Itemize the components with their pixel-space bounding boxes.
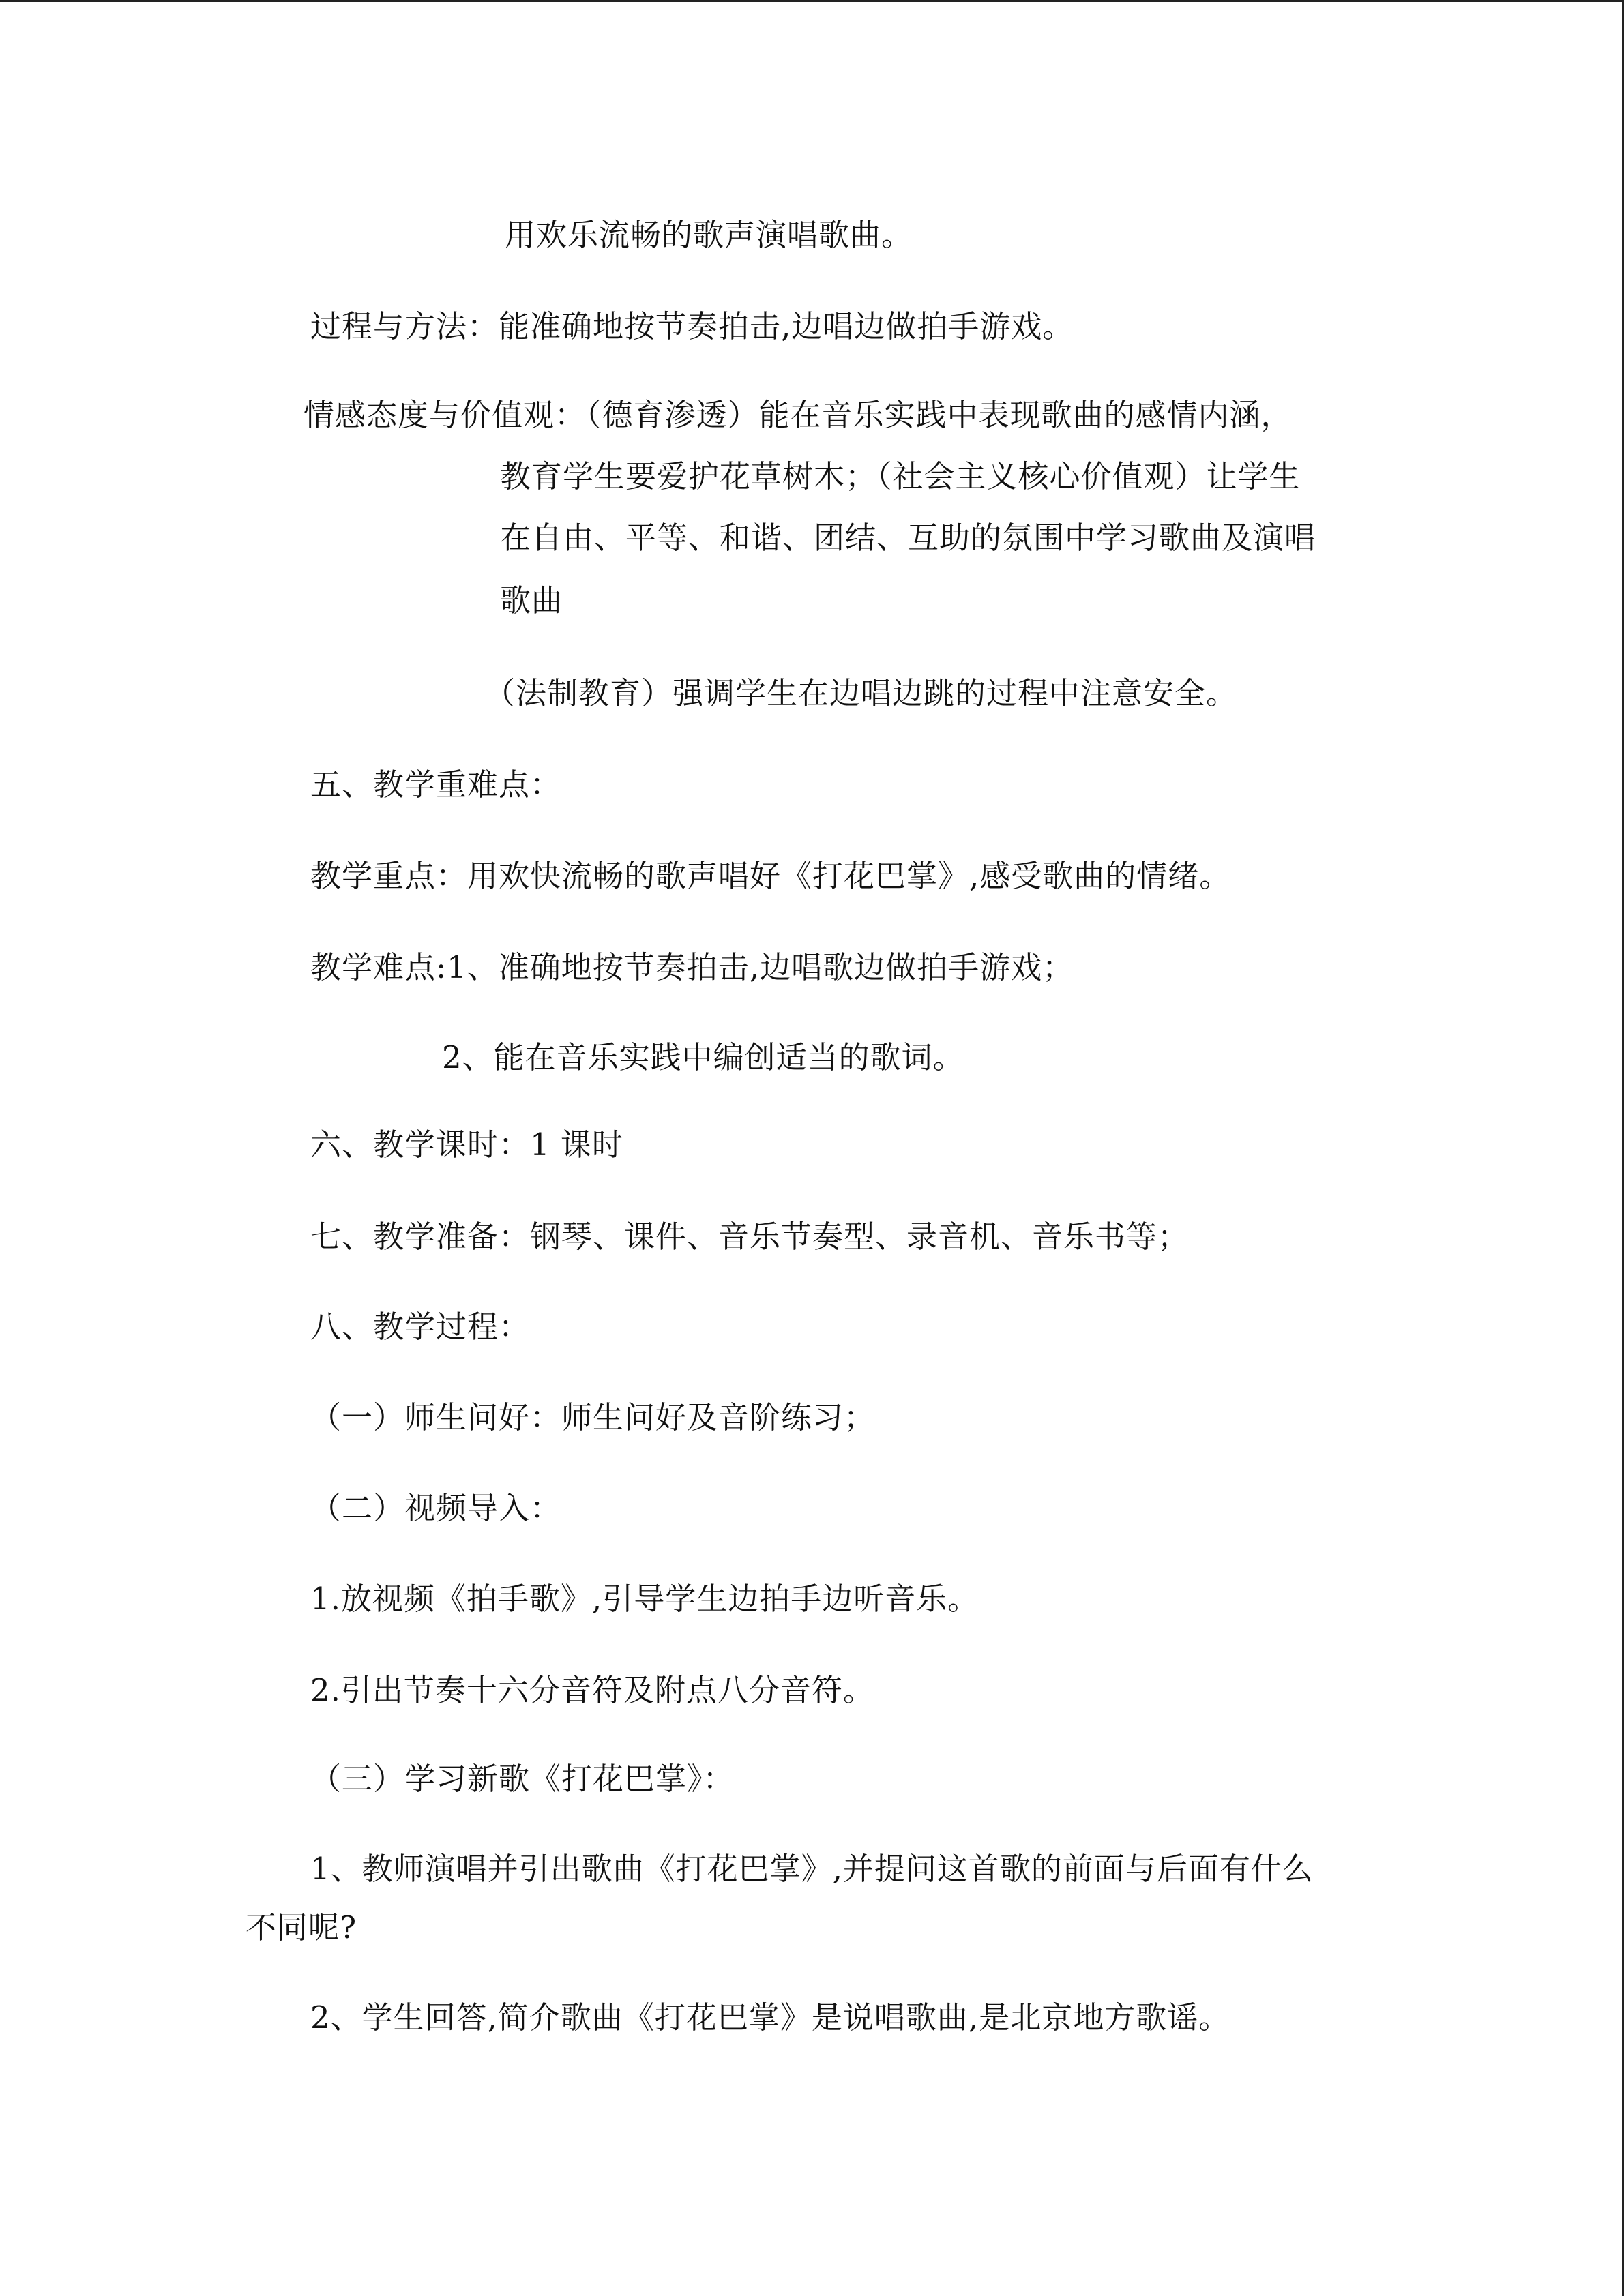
section-heading: 六、教学课时：1 课时	[310, 1127, 623, 1163]
text-line: 教育学生要爱护花草树木；（社会主义核心价值观）让学生	[500, 458, 1301, 494]
text-line: （法制教育）强调学生在边唱边跳的过程中注意安全。	[484, 675, 1238, 711]
section-heading: 八、教学过程：	[310, 1309, 531, 1345]
text-line: 情感态度与价值观：（德育渗透）能在音乐实践中表现歌曲的感情内涵，	[304, 397, 1293, 433]
text-line: 过程与方法：能准确地按节奏拍击,边唱边做拍手游戏。	[310, 308, 1074, 344]
text-line: 不同呢?	[246, 1909, 357, 1945]
text-line: 教学重点：用欢快流畅的歌声唱好《打花巴掌》,感受歌曲的情绪。	[310, 858, 1231, 894]
section-heading: 五、教学重难点：	[310, 766, 562, 803]
text-line: 1.放视频《拍手歌》,引导学生边拍手边听音乐。	[310, 1581, 979, 1617]
text-line: 在自由、平等、和谐、团结、互助的氛围中学习歌曲及演唱	[500, 520, 1316, 556]
section-heading: 七、教学准备：钢琴、课件、音乐节奏型、录音机、音乐书等；	[310, 1219, 1190, 1255]
text-line: （二）视频导入：	[310, 1490, 562, 1526]
text-line: （一）师生问好：师生问好及音阶练习；	[310, 1399, 876, 1435]
text-line: 教学难点:1、准确地按节奏拍击,边唱歌边做拍手游戏；	[310, 949, 1074, 985]
text-line: 2.引出节奏十六分音符及附点八分音符。	[310, 1672, 874, 1708]
text-line: 2、学生回答,简介歌曲《打花巴掌》是说唱歌曲,是北京地方歌谣。	[310, 1999, 1230, 2036]
text-line: 歌曲	[500, 582, 563, 618]
text-line: （三）学习新歌《打花巴掌》：	[310, 1761, 735, 1797]
text-line: 用欢乐流畅的歌声演唱歌曲。	[505, 217, 913, 253]
text-line: 2、能在音乐实践中编创适当的歌词。	[442, 1039, 964, 1075]
text-line: 1、教师演唱并引出歌曲《打花巴掌》,并提问这首歌的前面与后面有什么	[310, 1851, 1314, 1887]
